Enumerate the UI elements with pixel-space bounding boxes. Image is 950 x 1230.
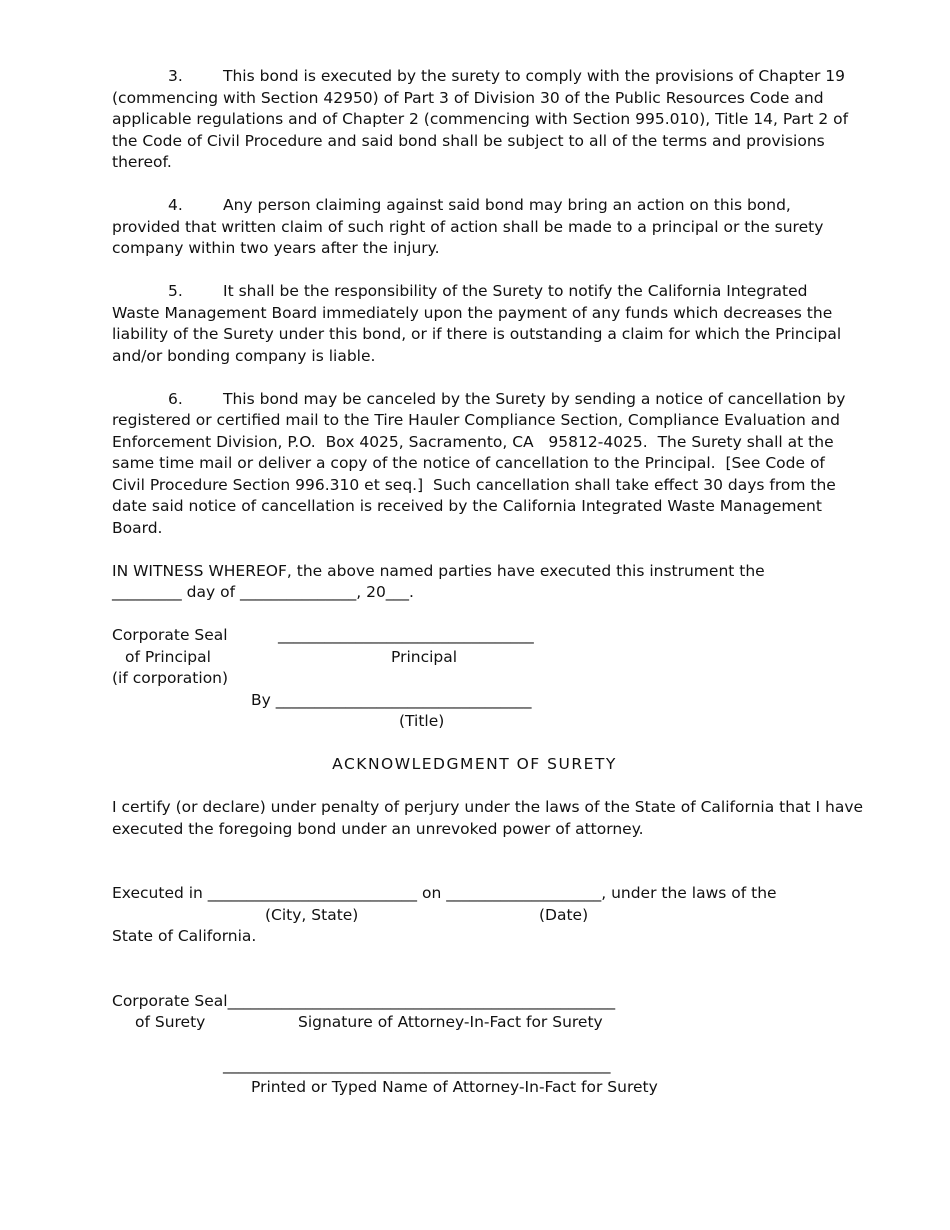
paragraph-number: 5.: [168, 282, 183, 300]
bond-document: [112, 66, 864, 1098]
witness-clause: [112, 561, 837, 604]
numbered-paragraph: [112, 281, 842, 367]
date-label: (Date): [539, 905, 589, 924]
principal-label: Principal: [391, 647, 458, 666]
printed-name-line: __________________________________________________: [223, 1056, 611, 1074]
numbered-paragraphs: [112, 66, 849, 539]
if-corporation-label: (if corporation): [112, 669, 229, 687]
acknowledgment-heading: ACKNOWLEDGMENT OF SURETY: [332, 755, 617, 773]
paragraph-line: registered or certified mail to the Tire Hauler Compliance Section, Compliance Evaluation and: [112, 411, 840, 429]
certify-line: I certify (or declare) under penalty of perjury under the laws of the State of California that I have: [112, 798, 864, 816]
paragraph-first-line: [112, 195, 837, 217]
paragraph-line: liability of the Surety under this bond, or if there is outstanding a claim for which the Principal: [112, 325, 842, 343]
certify-line: executed the foregoing bond under an unrevoked power of attorney.: [112, 819, 644, 838]
of-surety-label: of Surety: [135, 1013, 206, 1031]
paragraph-line: the Code of Civil Procedure and said bond shall be subject to all of the terms and provisions: [112, 131, 825, 150]
paragraph-first-line: [112, 389, 846, 411]
paragraph-first-line: [112, 281, 837, 303]
certification-text: [112, 797, 864, 840]
paragraph-text: It shall be the responsibility of the Surety to notify the California Integrated: [223, 282, 808, 300]
paragraph-line: date said notice of cancellation is received by the California Integrated Waste Management: [112, 497, 822, 515]
city-state-label: (City, State): [265, 905, 359, 924]
principal-signature-block: [112, 625, 837, 733]
witness-date-line: _________ day of _______________, 20___.: [112, 583, 414, 601]
by-signature-line: By _________________________________: [251, 690, 532, 709]
paragraph-line: Waste Management Board immediately upon the payment of any funds which decreases the: [112, 303, 833, 322]
paragraph-number: 3.: [168, 67, 183, 85]
surety-signature-block: [112, 991, 837, 1099]
paragraph-line: company within two years after the injury.: [112, 239, 440, 257]
attorney-signature-label: Signature of Attorney-In-Fact for Surety: [298, 1013, 603, 1031]
title-label: (Title): [399, 712, 445, 730]
corporate-seal-label: Corporate Seal: [112, 626, 228, 644]
paragraph-number: 4.: [168, 196, 183, 214]
paragraph-line: thereof.: [112, 153, 172, 171]
printed-name-label: Printed or Typed Name of Attorney-In-Fact for Surety: [251, 1077, 658, 1096]
paragraph-line: Enforcement Division, P.O. Box 4025, Sacramento, CA 95812-4025. The Surety shall at the: [112, 432, 834, 451]
paragraph-line: (commencing with Section 42950) of Part 3 of Division 30 of the Public Resources Code and: [112, 88, 824, 107]
paragraph-line: Board.: [112, 518, 163, 537]
executed-in-line: Executed in ___________________________ on ____________________, under the laws of the: [112, 884, 777, 902]
surety-seal-signature-line: Corporate Seal__________________________________________________: [112, 991, 616, 1010]
paragraph-line: applicable regulations and of Chapter 2 (commencing with Section 995.010), Title 14, Part 2 of: [112, 110, 849, 128]
numbered-paragraph: [112, 66, 849, 174]
paragraph-first-line: [112, 66, 846, 88]
state-of-california-text: State of California.: [112, 927, 257, 945]
paragraph-number: 6.: [168, 389, 183, 408]
paragraph-text: This bond may be canceled by the Surety by sending a notice of cancellation by: [223, 389, 846, 408]
executed-block: [112, 883, 837, 948]
numbered-paragraph: [112, 389, 846, 540]
witness-line: IN WITNESS WHEREOF, the above named parties have executed this instrument the: [112, 561, 765, 580]
paragraph-line: and/or bonding company is liable.: [112, 346, 376, 365]
of-principal-label: of Principal: [125, 647, 211, 666]
paragraph-line: same time mail or deliver a copy of the notice of cancellation to the Principal. [See Code of: [112, 454, 825, 472]
principal-signature-line: _________________________________: [278, 626, 534, 644]
paragraph-line: Civil Procedure Section 996.310 et seq.] Such cancellation shall take effect 30 days from the: [112, 475, 836, 494]
paragraph-line: provided that written claim of such right of action shall be made to a principal or the surety: [112, 217, 824, 236]
numbered-paragraph: [112, 195, 837, 260]
paragraph-text: This bond is executed by the surety to comply with the provisions of Chapter 19: [223, 67, 846, 85]
paragraph-text: Any person claiming against said bond may bring an action on this bond,: [223, 196, 791, 214]
